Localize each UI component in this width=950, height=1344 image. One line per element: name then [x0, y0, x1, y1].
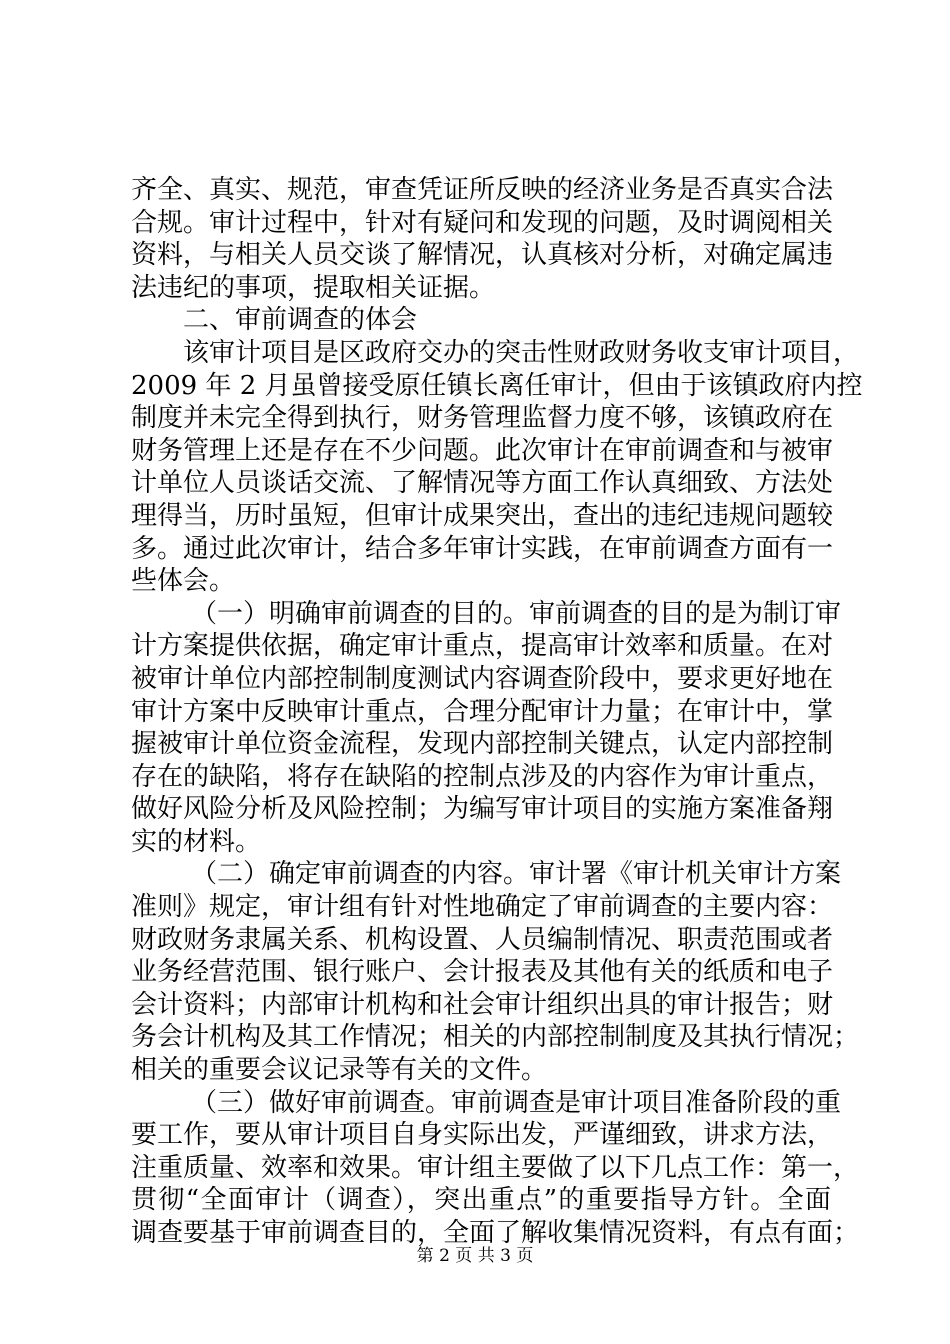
text-line: 法违纪的事项，提取相关证据。	[131, 272, 496, 303]
text-line: 务会计机构及其工作情况；相关的内部控制制度及其执行情况；	[131, 1022, 860, 1053]
text-line: 制度并未完全得到执行，财务管理监督力度不够，该镇政府在	[131, 403, 834, 434]
text-line: 审计方案中反映审计重点，合理分配审计力量；在审计中，掌	[131, 696, 834, 727]
text-line: 财务管理上还是存在不少问题。此次审计在审前调查和与被审	[131, 435, 834, 466]
text-line: 计方案提供依据，确定审计重点，提高审计效率和质量。在对	[131, 631, 834, 662]
page-footer	[0, 1245, 950, 1267]
text-line: 要工作，要从审计项目自身实际出发，严谨细致，讲求方法，	[131, 1120, 834, 1151]
text-line: 该审计项目是区政府交办的突击性财政财务收支审计项目，	[183, 337, 860, 368]
page-number: 第 2 页 共 3 页	[416, 1246, 534, 1266]
text-line: 相关的重要会议记录等有关的文件。	[131, 1055, 548, 1086]
text-line: 些体会。	[131, 566, 236, 597]
text-line: 调查要基于审前调查目的，全面了解收集情况资料，有点有面；	[131, 1218, 860, 1248]
text-line: 实的材料。	[131, 826, 262, 857]
text-line: 被审计单位内部控制制度测试内容调查阶段中，要求更好地在	[131, 663, 834, 694]
text-line: 握被审计单位资金流程，发现内部控制关键点，认定内部控制	[131, 729, 834, 760]
text-line: （二）确定审前调查的内容。审计署《审计机关审计方案	[191, 859, 842, 890]
text-line: 多。通过此次审计，结合多年审计实践，在审前调查方面有一	[131, 533, 834, 564]
document-body	[131, 174, 863, 1250]
text-line: 齐全、真实、规范，审查凭证所反映的经济业务是否真实合法	[131, 175, 834, 205]
text-line: 资料，与相关人员交谈了解情况，认真核对分析，对确定属违	[131, 240, 834, 271]
section-heading: 二、审前调查的体会	[183, 305, 418, 336]
text-line: 会计资料；内部审计机构和社会审计组织出具的审计报告；财	[131, 989, 834, 1020]
text-line: 2009 年 2 月虽曾接受原任镇长离任审计，但由于该镇政府内控	[131, 370, 863, 401]
text-line: 准则》规定，审计组有针对性地确定了审前调查的主要内容：	[131, 892, 834, 923]
text-line: 合规。审计过程中，针对有疑问和发现的问题，及时调阅相关	[131, 207, 834, 238]
text-line: 注重质量、效率和效果。审计组主要做了以下几点工作：第一，	[131, 1152, 860, 1183]
text-line: 理得当，历时虽短，但审计成果突出，查出的违纪违规问题较	[131, 500, 834, 531]
text-line: （三）做好审前调查。审前调查是审计项目准备阶段的重	[191, 1087, 842, 1118]
text-line: 做好风险分析及风险控制；为编写审计项目的实施方案准备翔	[131, 794, 834, 825]
text-line: 业务经营范围、银行账户、会计报表及其他有关的纸质和电子	[131, 957, 834, 988]
text-line: 计单位人员谈话交流、了解情况等方面工作认真细致、方法处	[131, 468, 834, 499]
text-line: 财政财务隶属关系、机构设置、人员编制情况、职责范围或者	[131, 924, 834, 955]
text-line: 贯彻“全面审计（调查），突出重点”的重要指导方针。全面	[131, 1185, 831, 1216]
text-line: （一）明确审前调查的目的。审前调查的目的是为制订审	[191, 598, 842, 629]
text-line: 存在的缺陷，将存在缺陷的控制点涉及的内容作为审计重点，	[131, 761, 834, 792]
